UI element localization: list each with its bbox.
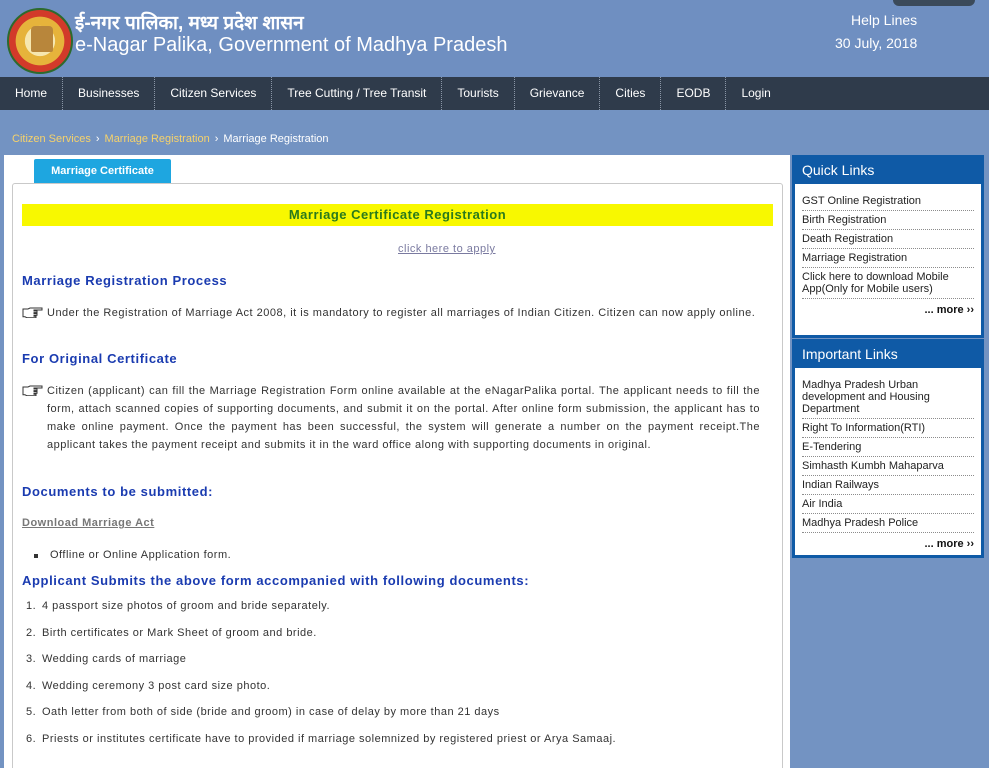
process-text: Under the Registration of Marriage Act 2008, it is mandatory to register all marriages of Indian Citizen. Citizen can now apply online.: [47, 307, 756, 319]
important-link-indian-railways[interactable]: Indian Railways: [802, 476, 974, 495]
download-marriage-act-link[interactable]: Download Marriage Act: [22, 517, 155, 529]
apply-link[interactable]: click here to apply: [398, 243, 496, 255]
important-link-urban-development[interactable]: Madhya Pradesh Urban development and Housing Department: [802, 376, 974, 419]
nav-businesses[interactable]: Businesses: [63, 77, 155, 110]
nav-cities[interactable]: Cities: [600, 77, 661, 110]
list-item-text: Wedding ceremony 3 post card size photo.: [42, 679, 271, 692]
nav-grievance[interactable]: Grievance: [515, 77, 601, 110]
process-heading: Marriage Registration Process: [22, 273, 228, 288]
list-item-text: Priests or institutes certificate have to provided if marriage solemnized by registered priest or Arya Samaaj.: [42, 732, 617, 745]
header-date: 30 July, 2018: [835, 35, 918, 51]
quick-link-marriage[interactable]: Marriage Registration: [802, 249, 974, 268]
quick-links-list: [795, 184, 981, 322]
documents-heading: Documents to be submitted:: [22, 484, 214, 499]
applicant-heading: Applicant Submits the above form accompanied with following documents:: [22, 573, 530, 588]
important-link-rti[interactable]: Right To Information(RTI): [802, 419, 974, 438]
breadcrumb-separator: ›: [95, 133, 100, 145]
breadcrumb-citizen-services[interactable]: Citizen Services: [12, 133, 91, 145]
quick-link-birth[interactable]: Birth Registration: [802, 211, 974, 230]
list-item: 1. 4 passport size photos of groom and bride separately.: [26, 600, 331, 612]
important-links-panel: [792, 339, 984, 558]
quick-links-panel: [792, 155, 984, 338]
site-title-hindi: ई-नगर पालिका, मध्य प्रदेश शासन: [75, 13, 304, 34]
mp-emblem-logo[interactable]: [7, 8, 73, 74]
documents-list: [26, 600, 616, 759]
breadcrumb-current: Marriage Registration: [223, 133, 329, 145]
main-nav: [0, 77, 989, 110]
nav-login[interactable]: Login: [741, 86, 771, 100]
main-content: [4, 155, 790, 768]
original-heading: For Original Certificate: [22, 351, 178, 366]
list-item-text: 4 passport size photos of groom and bride separately.: [42, 600, 331, 612]
important-link-air-india[interactable]: Air India: [802, 495, 974, 514]
important-links-list: [795, 368, 981, 556]
original-paragraph: [22, 382, 760, 454]
important-link-mp-police[interactable]: Madhya Pradesh Police: [802, 514, 974, 533]
list-item: 3. Wedding cards of marriage: [26, 653, 187, 665]
page-banner: Marriage Certificate Registration: [22, 204, 773, 226]
list-item: 2. Birth certificates or Mark Sheet of groom and bride.: [26, 626, 317, 639]
breadcrumb-marriage-registration[interactable]: Marriage Registration: [104, 133, 210, 145]
corner-tab[interactable]: [893, 0, 975, 6]
quick-links-title: Quick Links: [795, 158, 981, 184]
nav-home[interactable]: Home: [0, 77, 63, 110]
list-item: 4. Wedding ceremony 3 post card size photo.: [26, 679, 271, 692]
important-links-more-link[interactable]: ... more ››: [924, 538, 974, 550]
quick-link-gst[interactable]: GST Online Registration: [802, 192, 974, 211]
quick-link-mobile-app[interactable]: Click here to download Mobile App(Only for Mobile users): [802, 268, 974, 299]
original-text: Citizen (applicant) can fill the Marriage Registration Form online available at the eNagarPalika portal. The applicant needs to fill the form, attach scanned copies of supporting documents, and submit it on the portal. After online form submission, the applicant has to make online payment. Once the payment has been successful, the system will generate a number on the payment receipt.The applicant takes the payment receipt and submits it in the ward office along with supporting documents in original.: [47, 385, 760, 451]
site-header: [0, 0, 989, 77]
pointing-hand-icon: [22, 385, 44, 396]
list-item: 6. Priests or institutes certificate have to provided if marriage solemnized by registered priest or Arya Samaaj.: [26, 732, 617, 745]
nav-tourists[interactable]: Tourists: [442, 77, 514, 110]
list-item-text: Wedding cards of marriage: [42, 653, 187, 665]
tab-marriage-certificate[interactable]: Marriage Certificate: [34, 159, 171, 183]
nav-citizen-services[interactable]: Citizen Services: [155, 77, 272, 110]
important-links-title: Important Links: [795, 342, 981, 368]
important-link-simhasth[interactable]: Simhasth Kumbh Mahaparva: [802, 457, 974, 476]
pointing-hand-icon: [22, 307, 44, 318]
important-link-e-tendering[interactable]: E-Tendering: [802, 438, 974, 457]
breadcrumb-separator: ›: [214, 133, 219, 145]
nav-tree-cutting[interactable]: Tree Cutting / Tree Transit: [272, 77, 442, 110]
list-item: 5. Oath letter from both of side (bride and groom) in case of delay by more than 21 days: [26, 706, 500, 718]
quick-links-more-link[interactable]: ... more ››: [924, 304, 974, 316]
quick-link-death[interactable]: Death Registration: [802, 230, 974, 249]
help-lines-link[interactable]: Help Lines: [851, 12, 918, 28]
list-item-text: Oath letter from both of side (bride and groom) in case of delay by more than 21 days: [42, 706, 500, 718]
breadcrumb: [12, 133, 329, 145]
process-paragraph: [22, 304, 760, 322]
list-item-text: Birth certificates or Mark Sheet of groom and bride.: [42, 626, 317, 639]
site-title-english: e-Nagar Palika, Government of Madhya Pradesh: [75, 34, 508, 56]
list-item: Offline or Online Application form.: [50, 549, 232, 561]
nav-eodb[interactable]: EODB: [661, 77, 726, 110]
